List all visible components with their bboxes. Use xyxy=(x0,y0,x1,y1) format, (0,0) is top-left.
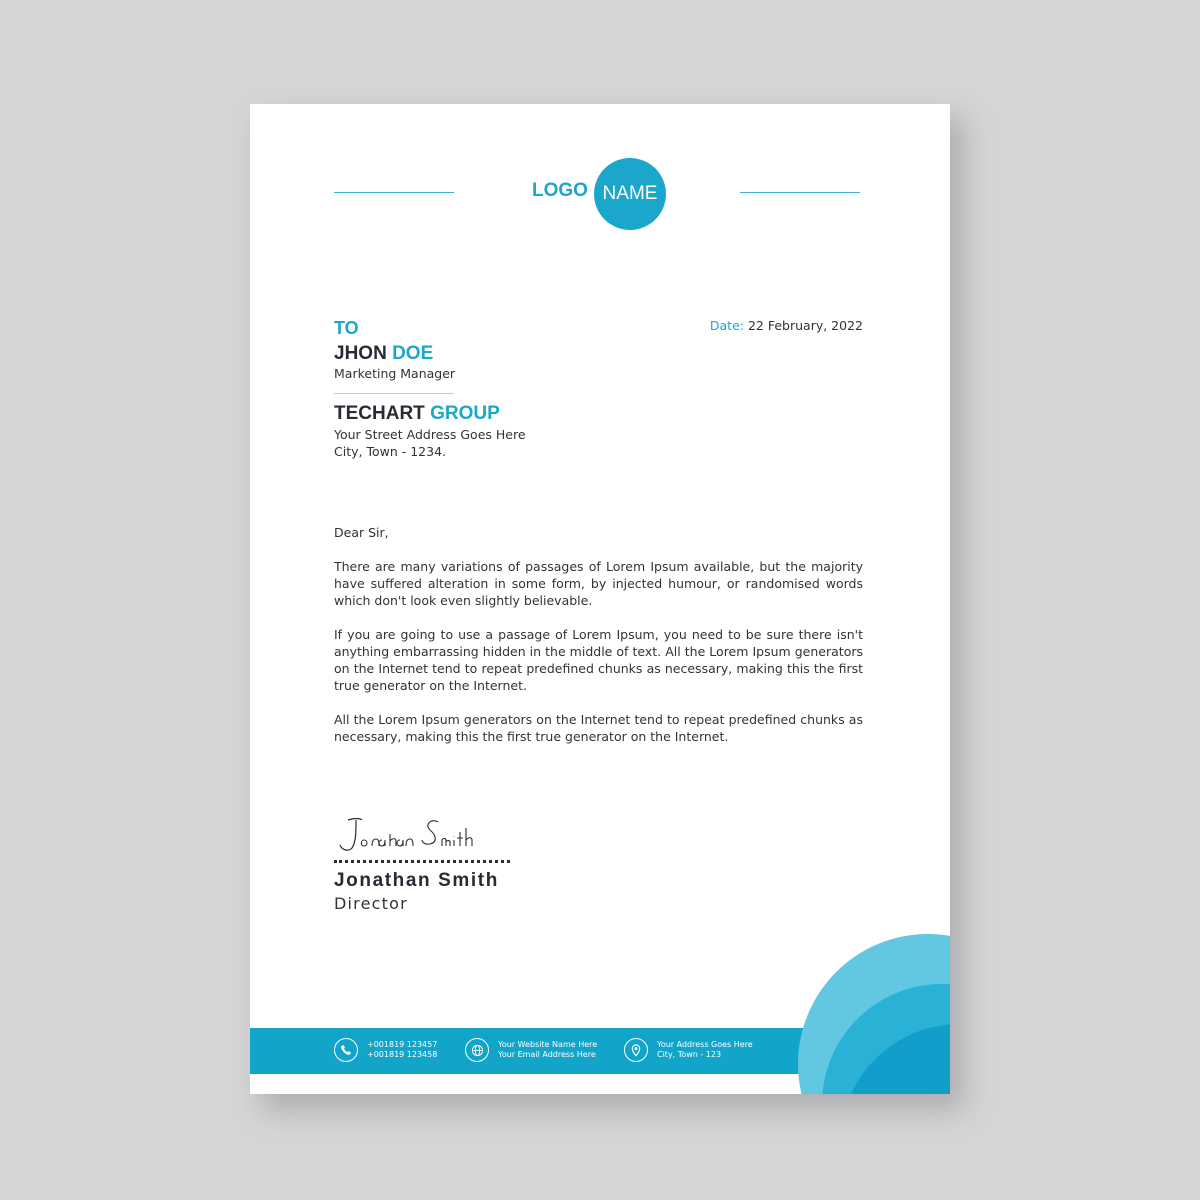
address-line-1: Your Street Address Goes Here xyxy=(334,427,526,442)
footer-address-line-1: Your Address Goes Here xyxy=(657,1040,753,1049)
footer-address xyxy=(624,1038,753,1062)
logo-circle xyxy=(594,158,666,230)
website-line: Your Website Name Here xyxy=(498,1040,598,1049)
logo xyxy=(532,156,672,230)
letter-body xyxy=(334,524,863,762)
location-pin-icon xyxy=(624,1038,648,1062)
greeting: Dear Sir, xyxy=(334,525,389,540)
header-line-right xyxy=(740,192,860,193)
company-first: TECHART xyxy=(334,403,425,424)
signer-title: Director xyxy=(334,894,408,913)
address-line-2: City, Town - 1234. xyxy=(334,444,446,459)
paragraph-1: There are many variations of passages of Lorem Ipsum available, but the majority have suffered alteration in some form, by injected humour, or randomised words which don't look even slightly believable. xyxy=(334,559,863,608)
globe-icon xyxy=(465,1038,489,1062)
phone-icon xyxy=(334,1038,358,1062)
date xyxy=(710,318,863,333)
recipient-title: Marketing Manager xyxy=(334,366,456,381)
signature-dotted-line xyxy=(334,860,510,863)
header-line-left xyxy=(334,192,454,193)
to-label: TO xyxy=(334,318,359,338)
phone-line-2: +001819 123458 xyxy=(367,1050,438,1059)
company-name xyxy=(334,403,500,425)
recipient-name xyxy=(334,343,433,365)
handwritten-signature xyxy=(334,812,514,856)
phone-line-1: +001819 123457 xyxy=(367,1040,438,1049)
company-address xyxy=(334,426,526,460)
company-last: GROUP xyxy=(430,403,500,424)
footer-phone xyxy=(334,1038,437,1062)
date-label: Date: xyxy=(709,318,744,333)
date-value: 22 February, 2022 xyxy=(747,318,863,333)
footer-web xyxy=(465,1038,597,1062)
recipient-last-name: DOE xyxy=(392,343,434,364)
paragraph-2: If you are going to use a passage of Lorem Ipsum, you need to be sure there isn't anything embarrassing hidden in the middle of text. All the Lorem Ipsum generators on the Internet tend to repeat predefined chunks as necessary, making this the first true generator on the Internet. xyxy=(334,627,863,693)
letterhead-page xyxy=(250,104,950,1094)
logo-word: LOGO xyxy=(532,180,588,201)
logo-name-word: NAME xyxy=(602,183,658,204)
recipient-first-name: JHON xyxy=(334,343,387,364)
recipient-separator xyxy=(334,393,454,394)
footer-address-line-2: City, Town - 123 xyxy=(657,1050,722,1059)
email-line: Your Email Address Here xyxy=(498,1050,596,1059)
signer-name: Jonathan Smith xyxy=(334,870,499,891)
paragraph-3: All the Lorem Ipsum generators on the Internet tend to repeat predefined chunks as necessary, making this the first true generator on the Internet. xyxy=(334,712,863,744)
